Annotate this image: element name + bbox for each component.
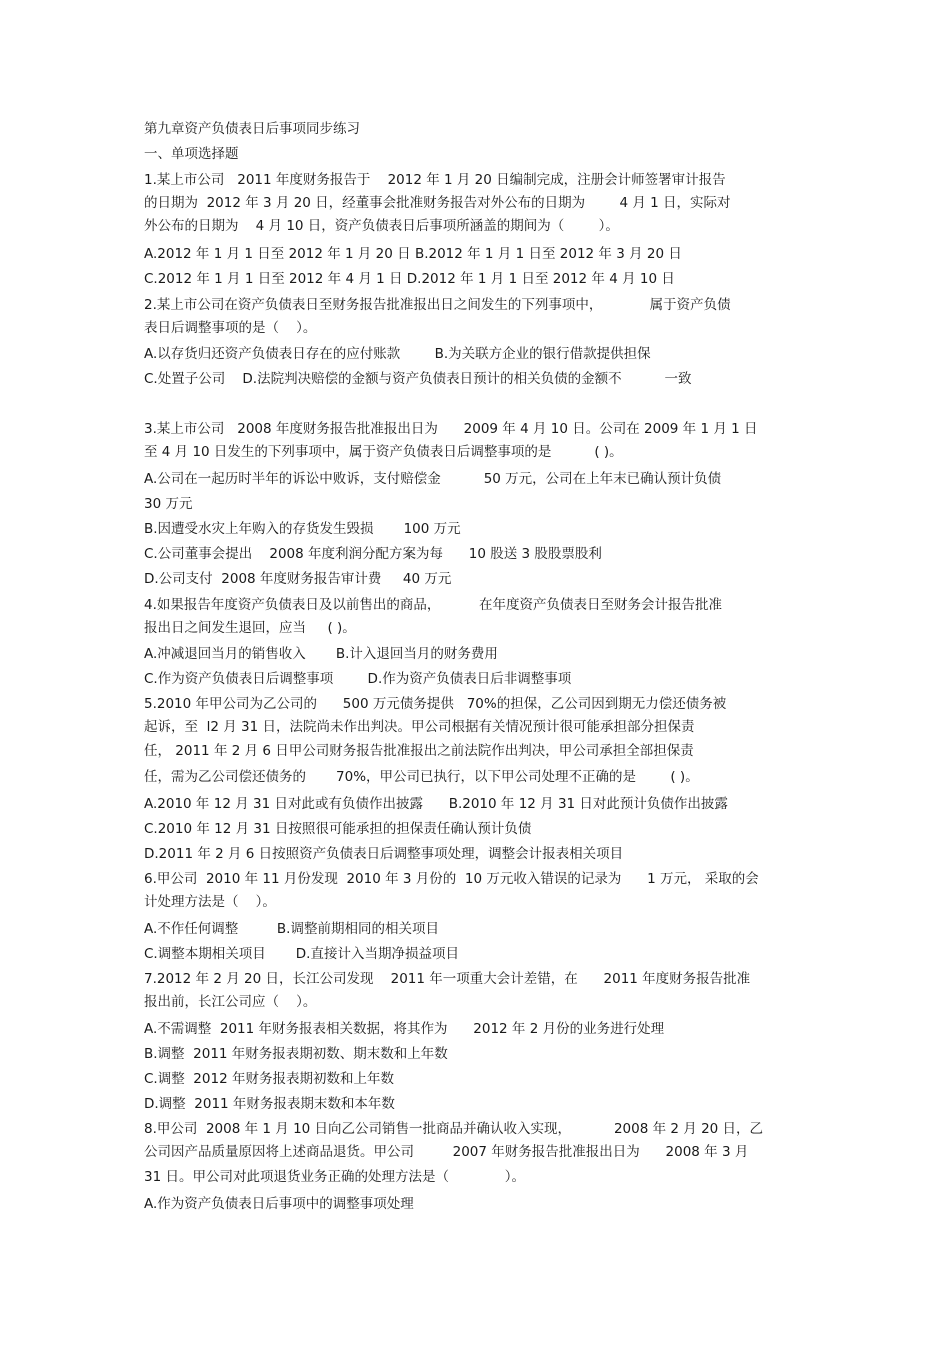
text-line: A.以存货归还资产负债表日存在的应付账款 B.为关联方企业的银行借款提供担保 <box>144 346 651 362</box>
text-line: A.冲减退回当月的销售收入 B.计入退回当月的财务费用 <box>144 646 498 662</box>
text-line: 3.某上市公司 2008 年度财务报告批准报出日为 2009 年 4 月 10 日。公司在 2009 年 1 月 1 日 <box>144 421 758 437</box>
text-line: 5.2010 年甲公司为乙公司的 500 万元债务提供 70%的担保，乙公司因到期无力偿还债务被 <box>144 696 727 712</box>
text-line: A.公司在一起历时半年的诉讼中败诉，支付赔偿金 50 万元，公司在上年末已确认预计负债 <box>144 471 722 487</box>
text-line: D.2011 年 2 月 6 日按照资产负债表日后调整事项处理，调整会计报表相关项目 <box>144 846 624 862</box>
text-line: A.不需调整 2011 年财务报表相关数据，将其作为 2012 年 2 月份的业务进行处理 <box>144 1021 665 1037</box>
text-line: A.作为资产负债表日后事项中的调整事项处理 <box>144 1196 414 1212</box>
text-line: 30 万元 <box>144 496 193 512</box>
text-line: C.作为资产负债表日后调整事项 D.作为资产负债表日后非调整事项 <box>144 671 572 687</box>
text-line: C.2012 年 1 月 1 日至 2012 年 4 月 1 日 D.2012 年 1 月 1 日至 2012 年 4 月 10 日 <box>144 271 675 287</box>
text-line: 表日后调整事项的是（ ）。 <box>144 320 317 336</box>
text-line: 计处理方法是（ ）。 <box>144 894 276 910</box>
text-line: 2.某上市公司在资产负债表日至财务报告批准报出日之间发生的下列事项中， 属于资产负债 <box>144 297 731 313</box>
text-line: 报出日之间发生退回，应当 ( )。 <box>144 620 356 636</box>
text-line: D.调整 2011 年财务报表期末数和本年数 <box>144 1096 395 1112</box>
text-line: C.调整 2012 年财务报表期初数和上年数 <box>144 1071 394 1087</box>
text-line: 31 日。甲公司对此项退货业务正确的处理方法是（ ）。 <box>144 1169 526 1185</box>
text-line: C.调整本期相关项目 D.直接计入当期净损益项目 <box>144 946 459 962</box>
text-line: A.2012 年 1 月 1 日至 2012 年 1 月 20 日 B.2012 年 1 月 1 日至 2012 年 3 月 20 日 <box>144 246 682 262</box>
text-line: 任，需为乙公司偿还债务的 70%，甲公司已执行，以下甲公司处理不正确的是 ( )。 <box>144 769 699 785</box>
text-line: C.2010 年 12 月 31 日按照很可能承担的担保责任确认预计负债 <box>144 821 532 837</box>
text-line: D.公司支付 2008 年度财务报告审计费 40 万元 <box>144 571 452 587</box>
text-line: 1.某上市公司 2011 年度财务报告于 2012 年 1 月 20 日编制完成，注册会计师签署审计报告 <box>144 172 726 188</box>
text-line: B.因遭受水灾上年购入的存货发生毁损 100 万元 <box>144 521 461 537</box>
text-line: 至 4 月 10 日发生的下列事项中，属于资产负债表日后调整事项的是 ( )。 <box>144 444 623 460</box>
text-line: 7.2012 年 2 月 20 日，长江公司发现 2011 年一项重大会计差错，在 2011 年度财务报告批准 <box>144 971 751 987</box>
text-line: A.不作任何调整 B.调整前期相同的相关项目 <box>144 921 439 937</box>
text-line: 公司因产品质量原因将上述商品退货。甲公司 2007 年财务报告批准报出日为 2008 年 3 月 <box>144 1144 749 1160</box>
text-line: 外公布的日期为 4 月 10 日，资产负债表日后事项所涵盖的期间为（ ）。 <box>144 218 619 234</box>
section-heading: 一、单项选择题 <box>144 146 239 162</box>
text-line: 报出前，长江公司应（ ）。 <box>144 994 317 1010</box>
page-title: 第九章资产负债表日后事项同步练习 <box>144 121 360 137</box>
text-line: 起诉，至 l2 月 31 日，法院尚未作出判决。甲公司根据有关情况预计很可能承担部分担保责 <box>144 719 695 735</box>
text-line: B.调整 2011 年财务报表期初数、期末数和上年数 <box>144 1046 448 1062</box>
text-line: 任， 2011 年 2 月 6 日甲公司财务报告批准报出之前法院作出判决，甲公司承担全部担保责 <box>144 743 694 759</box>
text-line: A.2010 年 12 月 31 日对此或有负债作出披露 B.2010 年 12 月 31 日对此预计负债作出披露 <box>144 796 728 812</box>
text-line: 的日期为 2012 年 3 月 20 日，经董事会批准财务报告对外公布的日期为 4 月 1 日，实际对 <box>144 195 731 211</box>
text-line: 6.甲公司 2010 年 11 月份发现 2010 年 3 月份的 10 万元收入错误的记录为 1 万元， 采取的会 <box>144 871 759 887</box>
text-line: 8.甲公司 2008 年 1 月 10 日向乙公司销售一批商品并确认收入实现， 2008 年 2 月 20 日，乙 <box>144 1121 764 1137</box>
text-line: C.处置子公司 D.法院判决赔偿的金额与资产负债表日预计的相关负债的金额不 一致 <box>144 371 692 387</box>
text-line: 4.如果报告年度资产负债表日及以前售出的商品， 在年度资产负债表日至财务会计报告批准 <box>144 597 723 613</box>
text-line: C.公司董事会提出 2008 年度利润分配方案为每 10 股送 3 股股票股利 <box>144 546 602 562</box>
